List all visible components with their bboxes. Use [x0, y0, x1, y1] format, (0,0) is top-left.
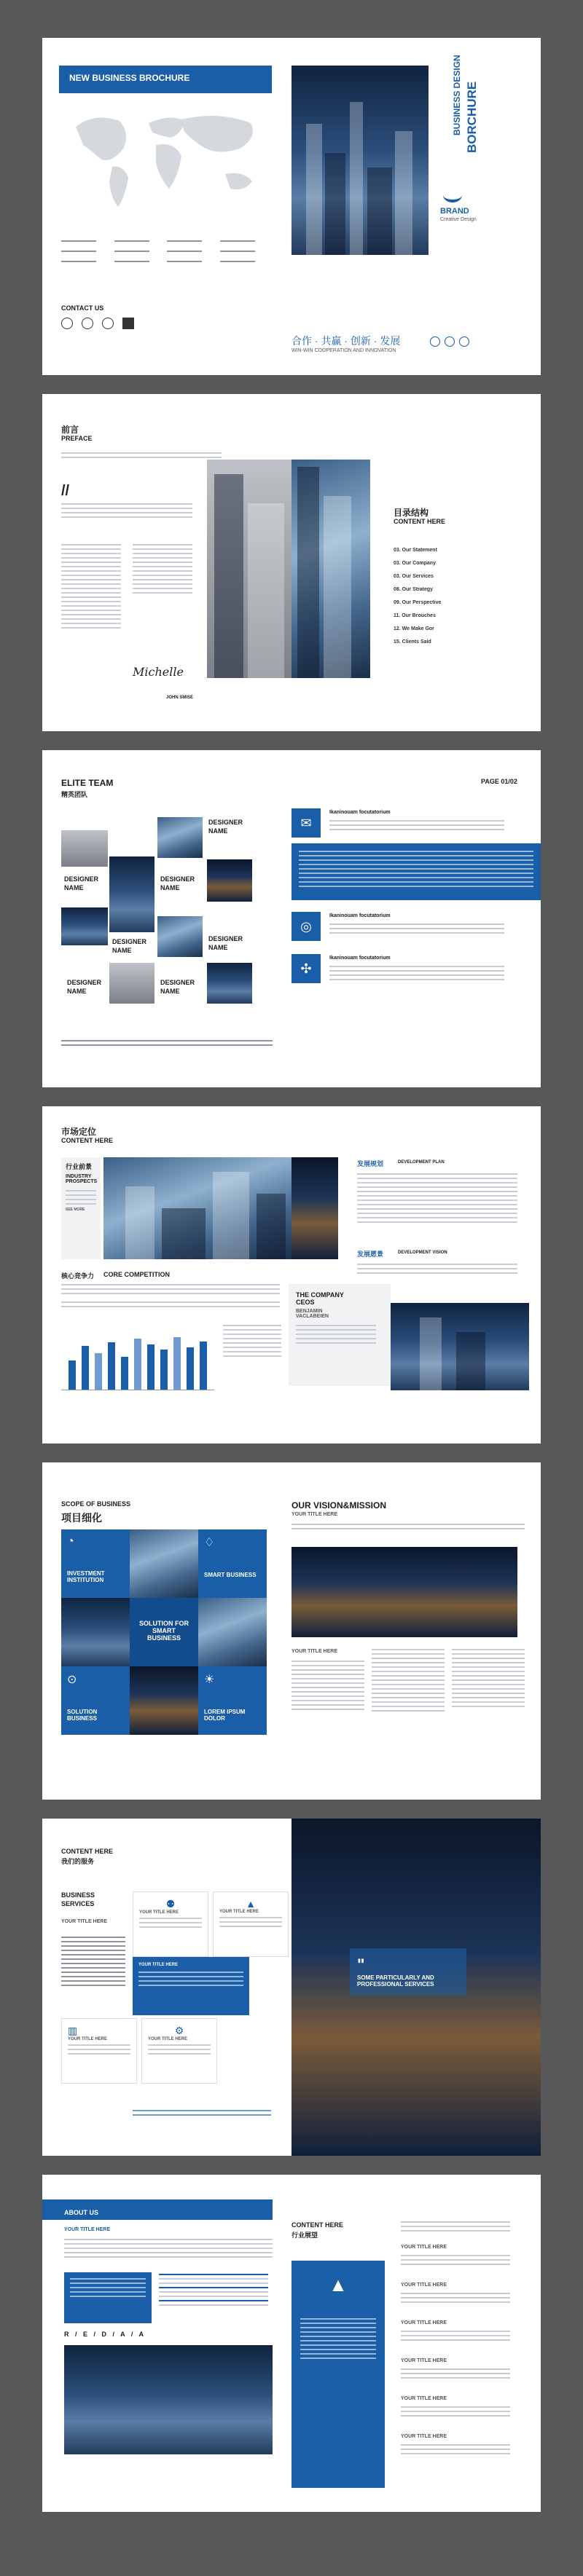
- market-photo: [103, 1157, 292, 1259]
- outlook-item-title: YOUR TITLE HERE: [401, 2245, 447, 2250]
- badge-icon: [445, 336, 455, 347]
- contents-item[interactable]: 03. Our Statement: [394, 548, 437, 553]
- network-icon: ✣: [292, 954, 321, 983]
- services-page: [42, 1819, 292, 2156]
- designer-label: NAME: [64, 884, 84, 891]
- contents-item[interactable]: 03. Our Services: [394, 574, 434, 579]
- designer-label: NAME: [208, 827, 228, 835]
- target-icon: ◎: [292, 912, 321, 941]
- vision-col-title: YOUR TITLE HERE: [292, 1649, 338, 1654]
- contents-item[interactable]: 09. Our Perspective: [394, 600, 442, 605]
- outlook-panel: [292, 2261, 385, 2488]
- section-heading: Ikaninouam focutatorium: [329, 956, 391, 961]
- cover-vertical-title-2: BORCHURE: [465, 81, 479, 153]
- signer-name: JOHN SMISE: [166, 696, 194, 700]
- contents-item[interactable]: 12. We Make Gor: [394, 626, 434, 631]
- bs-title-1: BUSINESS: [61, 1891, 95, 1899]
- signature: Michelle: [133, 665, 184, 679]
- scope-page: [42, 1462, 292, 1800]
- contents-list: [394, 544, 441, 649]
- designer-label: NAME: [112, 947, 132, 954]
- scope-grid: [61, 1529, 267, 1735]
- outlook-title-en: CONTENT HERE: [292, 2221, 344, 2229]
- outlook-item-title: YOUR TITLE HERE: [401, 2434, 447, 2439]
- handshake-icon: ♢: [204, 1537, 215, 1549]
- vision-title: OUR VISION&MISSION: [292, 1500, 387, 1510]
- vision-page: [292, 1462, 541, 1800]
- world-map: [61, 105, 273, 214]
- outlook-page: [292, 2175, 541, 2512]
- outlook-item-title: YOUR TITLE HERE: [401, 2282, 447, 2288]
- chat-icon: ✉: [292, 808, 321, 838]
- contact-heading: CONTACT US: [61, 304, 104, 312]
- vision-title-en: DEVELOPMENT VISION: [398, 1250, 447, 1255]
- services-title-en: CONTENT HERE: [61, 1848, 114, 1855]
- industry-title-cn: 行业前景: [66, 1163, 93, 1170]
- section-heading: Ikaninouam focutatorium: [329, 810, 391, 815]
- cover-front: [292, 38, 541, 375]
- dev-title-cn: 发展规划: [357, 1160, 384, 1167]
- brand-logo-icon: [443, 188, 462, 202]
- mail-icon: [82, 318, 93, 329]
- quote-icon: //: [61, 483, 70, 499]
- team-spread: [42, 750, 541, 1087]
- about-photo: [64, 2345, 273, 2454]
- designer-label: NAME: [208, 944, 228, 951]
- cover-contact-grid: [61, 240, 273, 265]
- team-services-page: [292, 750, 541, 1087]
- preface-spread: [42, 394, 541, 731]
- services-title-cn: 我们的服务: [61, 1858, 95, 1865]
- about-letters: R / E / D / A / A: [64, 2331, 146, 2338]
- designer-label: DESIGNER: [67, 979, 102, 986]
- contents-item[interactable]: 15. Clients Said: [394, 639, 431, 645]
- cover-spread: [42, 38, 541, 375]
- contents-item[interactable]: 03. Our Company: [394, 561, 436, 566]
- designer-label: DESIGNER: [208, 819, 243, 826]
- cover-banner: [59, 66, 272, 93]
- preface-title-cn: 前言: [61, 425, 79, 435]
- team-footnote: [61, 1040, 273, 1049]
- service-card: ▥ YOUR TITLE HERE: [61, 2018, 137, 2084]
- designer-label: DESIGNER: [160, 979, 195, 986]
- section-heading: Ikaninouam focutatorium: [329, 913, 391, 918]
- preface-intro: [61, 452, 222, 461]
- preface-photo: [207, 460, 292, 678]
- about-info-box: [64, 2272, 152, 2323]
- about-page: [42, 2175, 292, 2512]
- about-banner: [42, 2199, 273, 2220]
- team-grid: [61, 808, 280, 1027]
- cover-vertical-title-1: BUSINESS DESIGN: [452, 55, 462, 135]
- cover-badges: [430, 336, 469, 347]
- photo-caption: SOME PARTICULARLY AND PROFESSIONAL SERVICES: [357, 1974, 434, 1988]
- web-icon: [102, 318, 114, 329]
- bs-title-2: SERVICES: [61, 1900, 95, 1907]
- contents-title-cn: 目录结构: [394, 508, 429, 518]
- badge-icon: [430, 336, 440, 347]
- service-card: ▲ YOUR TITLE HERE: [213, 1891, 289, 1957]
- rocket-icon: ▲: [329, 2274, 348, 2296]
- team-title-en: ELITE TEAM: [61, 778, 114, 788]
- vision-photo: [292, 1547, 517, 1637]
- brand-subtitle: Creative Design: [440, 217, 477, 222]
- about-title: ABOUT US: [64, 2209, 98, 2216]
- services-photo-page: [292, 1819, 541, 2156]
- designer-label: NAME: [160, 884, 180, 891]
- qrcode-icon: [122, 318, 134, 329]
- contents-item[interactable]: 08. Our Strategy: [394, 587, 434, 592]
- designer-label: NAME: [160, 988, 180, 995]
- industry-title-en: INDUSTRY PROSPECTS: [66, 1174, 98, 1184]
- tile-label: INVESTMENT INSTITUTION: [67, 1570, 105, 1583]
- see-more-link[interactable]: SEE MORE: [66, 1208, 85, 1212]
- tile-label: SOLUTION BUSINESS: [67, 1709, 98, 1722]
- development-page: [292, 1106, 541, 1443]
- badge-icon: [459, 336, 469, 347]
- market-spread: [42, 1106, 541, 1443]
- cover-slogan: 合作 · 共赢 · 创新 · 发展: [292, 335, 401, 347]
- people-icon: ⚉: [165, 1898, 176, 1910]
- cover-slogan-sub: WIN-WIN COOPERATION AND INNOVATION: [292, 348, 396, 353]
- core-title-en: CORE COMPETITION: [103, 1271, 171, 1278]
- team-title-cn: 精英团队: [61, 791, 88, 798]
- brand-name: BRAND: [440, 207, 469, 216]
- contact-icons: [61, 318, 134, 329]
- ceo-title: THE COMPANY CEOS: [296, 1291, 344, 1306]
- preface-col-1: [61, 544, 121, 631]
- contents-item[interactable]: 11. Our Brouches: [394, 613, 436, 618]
- vision-title-cn: 发展愿景: [357, 1250, 384, 1258]
- core-title-cn: 核心竞争力: [61, 1272, 95, 1280]
- banner-title: NEW BUSINESS BROCHURE: [69, 73, 190, 83]
- tile-label: SMART BUSINESS: [204, 1572, 257, 1578]
- preface-lead: [61, 503, 192, 521]
- services-photo: [292, 1819, 541, 2156]
- contents-photo: [292, 460, 370, 678]
- market-title-cn: 市场定位: [61, 1127, 97, 1137]
- scope-title-cn: 项目细化: [61, 1512, 102, 1524]
- quote-icon: ": [357, 1955, 365, 1974]
- ceo-box: [289, 1284, 391, 1386]
- scope-title-en: SCOPE OF BUSINESS: [61, 1500, 131, 1508]
- service-card: ⚙ YOUR TITLE HERE: [141, 2018, 217, 2084]
- tile-label: LOREM IPSUM DOLOR: [204, 1709, 246, 1722]
- bulb-icon: ☀: [204, 1674, 215, 1686]
- pin-icon: ⊙: [67, 1674, 77, 1686]
- market-page: [42, 1106, 292, 1443]
- vision-subtitle: YOUR TITLE HERE: [292, 1512, 338, 1517]
- outlook-item-title: YOUR TITLE HERE: [401, 2358, 447, 2363]
- designer-label: DESIGNER: [160, 875, 195, 883]
- preface-title-en: PREFACE: [61, 435, 93, 442]
- team-page: [42, 750, 292, 1087]
- about-subtitle: YOUR TITLE HERE: [64, 2227, 111, 2232]
- chart-icon: ▥: [68, 2025, 78, 2036]
- designer-label: DESIGNER: [64, 875, 99, 883]
- cover-back: [42, 38, 292, 375]
- outlook-item-title: YOUR TITLE HERE: [401, 2396, 447, 2401]
- preface-page: [42, 394, 292, 731]
- service-card: ⚉ YOUR TITLE HERE: [133, 1891, 208, 1957]
- dev-title-en: DEVELOPMENT PLAN: [398, 1160, 445, 1165]
- outlook-title-cn: 行业展望: [292, 2232, 318, 2239]
- outlook-item-title: YOUR TITLE HERE: [401, 2320, 447, 2325]
- designer-label: DESIGNER: [208, 935, 243, 942]
- ceo-name: BENJAMIN VACLABEIEN: [296, 1309, 329, 1319]
- designer-label: DESIGNER: [112, 938, 147, 945]
- designer-label: NAME: [67, 988, 87, 995]
- tile-label: SOLUTION FOR SMART BUSINESS: [139, 1620, 189, 1642]
- team-highlight-box: [292, 843, 541, 900]
- scope-spread: [42, 1462, 541, 1800]
- rocket-icon: ▲: [246, 1898, 256, 1910]
- phone-icon: [61, 318, 73, 329]
- industry-box: [61, 1157, 101, 1259]
- contents-title-en: CONTENT HERE: [394, 518, 446, 525]
- about-spread: [42, 2175, 541, 2512]
- bs-subtitle: YOUR TITLE HERE: [61, 1919, 108, 1924]
- cover-photo: [292, 66, 429, 255]
- team-page-number: PAGE 01/02: [481, 778, 517, 785]
- service-card: YOUR TITLE HERE: [133, 1957, 249, 2015]
- bar-chart: [61, 1325, 214, 1390]
- gear-icon: ⚙: [174, 2025, 184, 2036]
- services-spread: [42, 1819, 541, 2156]
- contents-page: [292, 394, 541, 731]
- preface-col-2: [133, 544, 192, 596]
- market-title-en: CONTENT HERE: [61, 1137, 114, 1144]
- pie-icon: ◔: [67, 1535, 74, 1548]
